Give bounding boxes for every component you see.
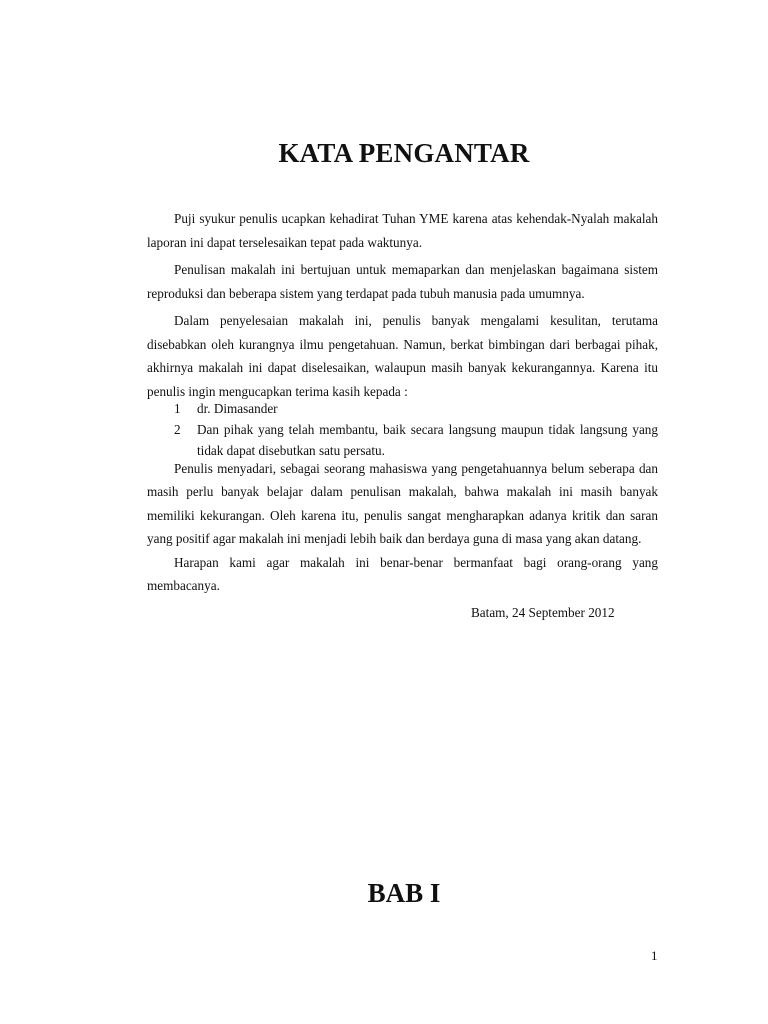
list-item-number: 2 xyxy=(174,421,181,437)
acknowledgement-list xyxy=(147,400,658,461)
chapter-heading: BAB I xyxy=(367,878,441,908)
paragraph-intro: Puji syukur penulis ucapkan kehadirat Tuhan YME karena atas kehendak-Nyalah makalah laporan ini dapat terselesaikan tepat pada waktunya. xyxy=(147,211,658,250)
list-item-number: 1 xyxy=(174,401,181,416)
paragraph-hope: Harapan kami agar makalah ini benar-benar bermanfaat bagi orang-orang yang membacanya. xyxy=(147,554,658,593)
page-title: KATA PENGANTAR xyxy=(278,138,530,168)
document-body xyxy=(147,207,658,602)
paragraph-thanks: Dalam penyelesaian makalah ini, penulis banyak mengalami kesulitan, terutama disebabkan oleh kurangnya ilmu pengetahuan. Namun, berkat bimbingan dari berbagai pihak, akhirnya makalah ini dapat diselesaikan, walaupun masih banyak kekurangannya. Karena itu penulis ingin mengucapkan terima kasih kepada : xyxy=(147,313,658,399)
signature-place-date: Batam, 24 September 2012 xyxy=(471,605,615,620)
list-item-text: dr. Dimasander xyxy=(197,401,278,416)
list-item xyxy=(147,400,658,419)
paragraph-purpose: Penulisan makalah ini bertujuan untuk memaparkan dan menjelaskan bagaimana sistem reproduksi dan beberapa sistem yang terdapat pada tubuh manusia pada umumnya. xyxy=(147,262,658,301)
page-number: 1 xyxy=(651,948,658,963)
list-item-text: Dan pihak yang telah membantu, baik secara langsung maupun tidak langsung yang tidak dapat disebutkan satu persatu. xyxy=(197,421,658,458)
list-item xyxy=(147,419,658,461)
paragraph-awareness: Penulis menyadari, sebagai seorang mahasiswa yang pengetahuannya belum seberapa dan masih perlu banyak belajar dalam penulisan makalah, bahwa makalah ini masih banyak memiliki kekurangan. Oleh karena itu, penulis sangat mengharapkan adanya kritik dan saran yang positif agar makalah ini menjadi lebih baik dan berdaya guna di masa yang akan datang. xyxy=(147,460,658,546)
